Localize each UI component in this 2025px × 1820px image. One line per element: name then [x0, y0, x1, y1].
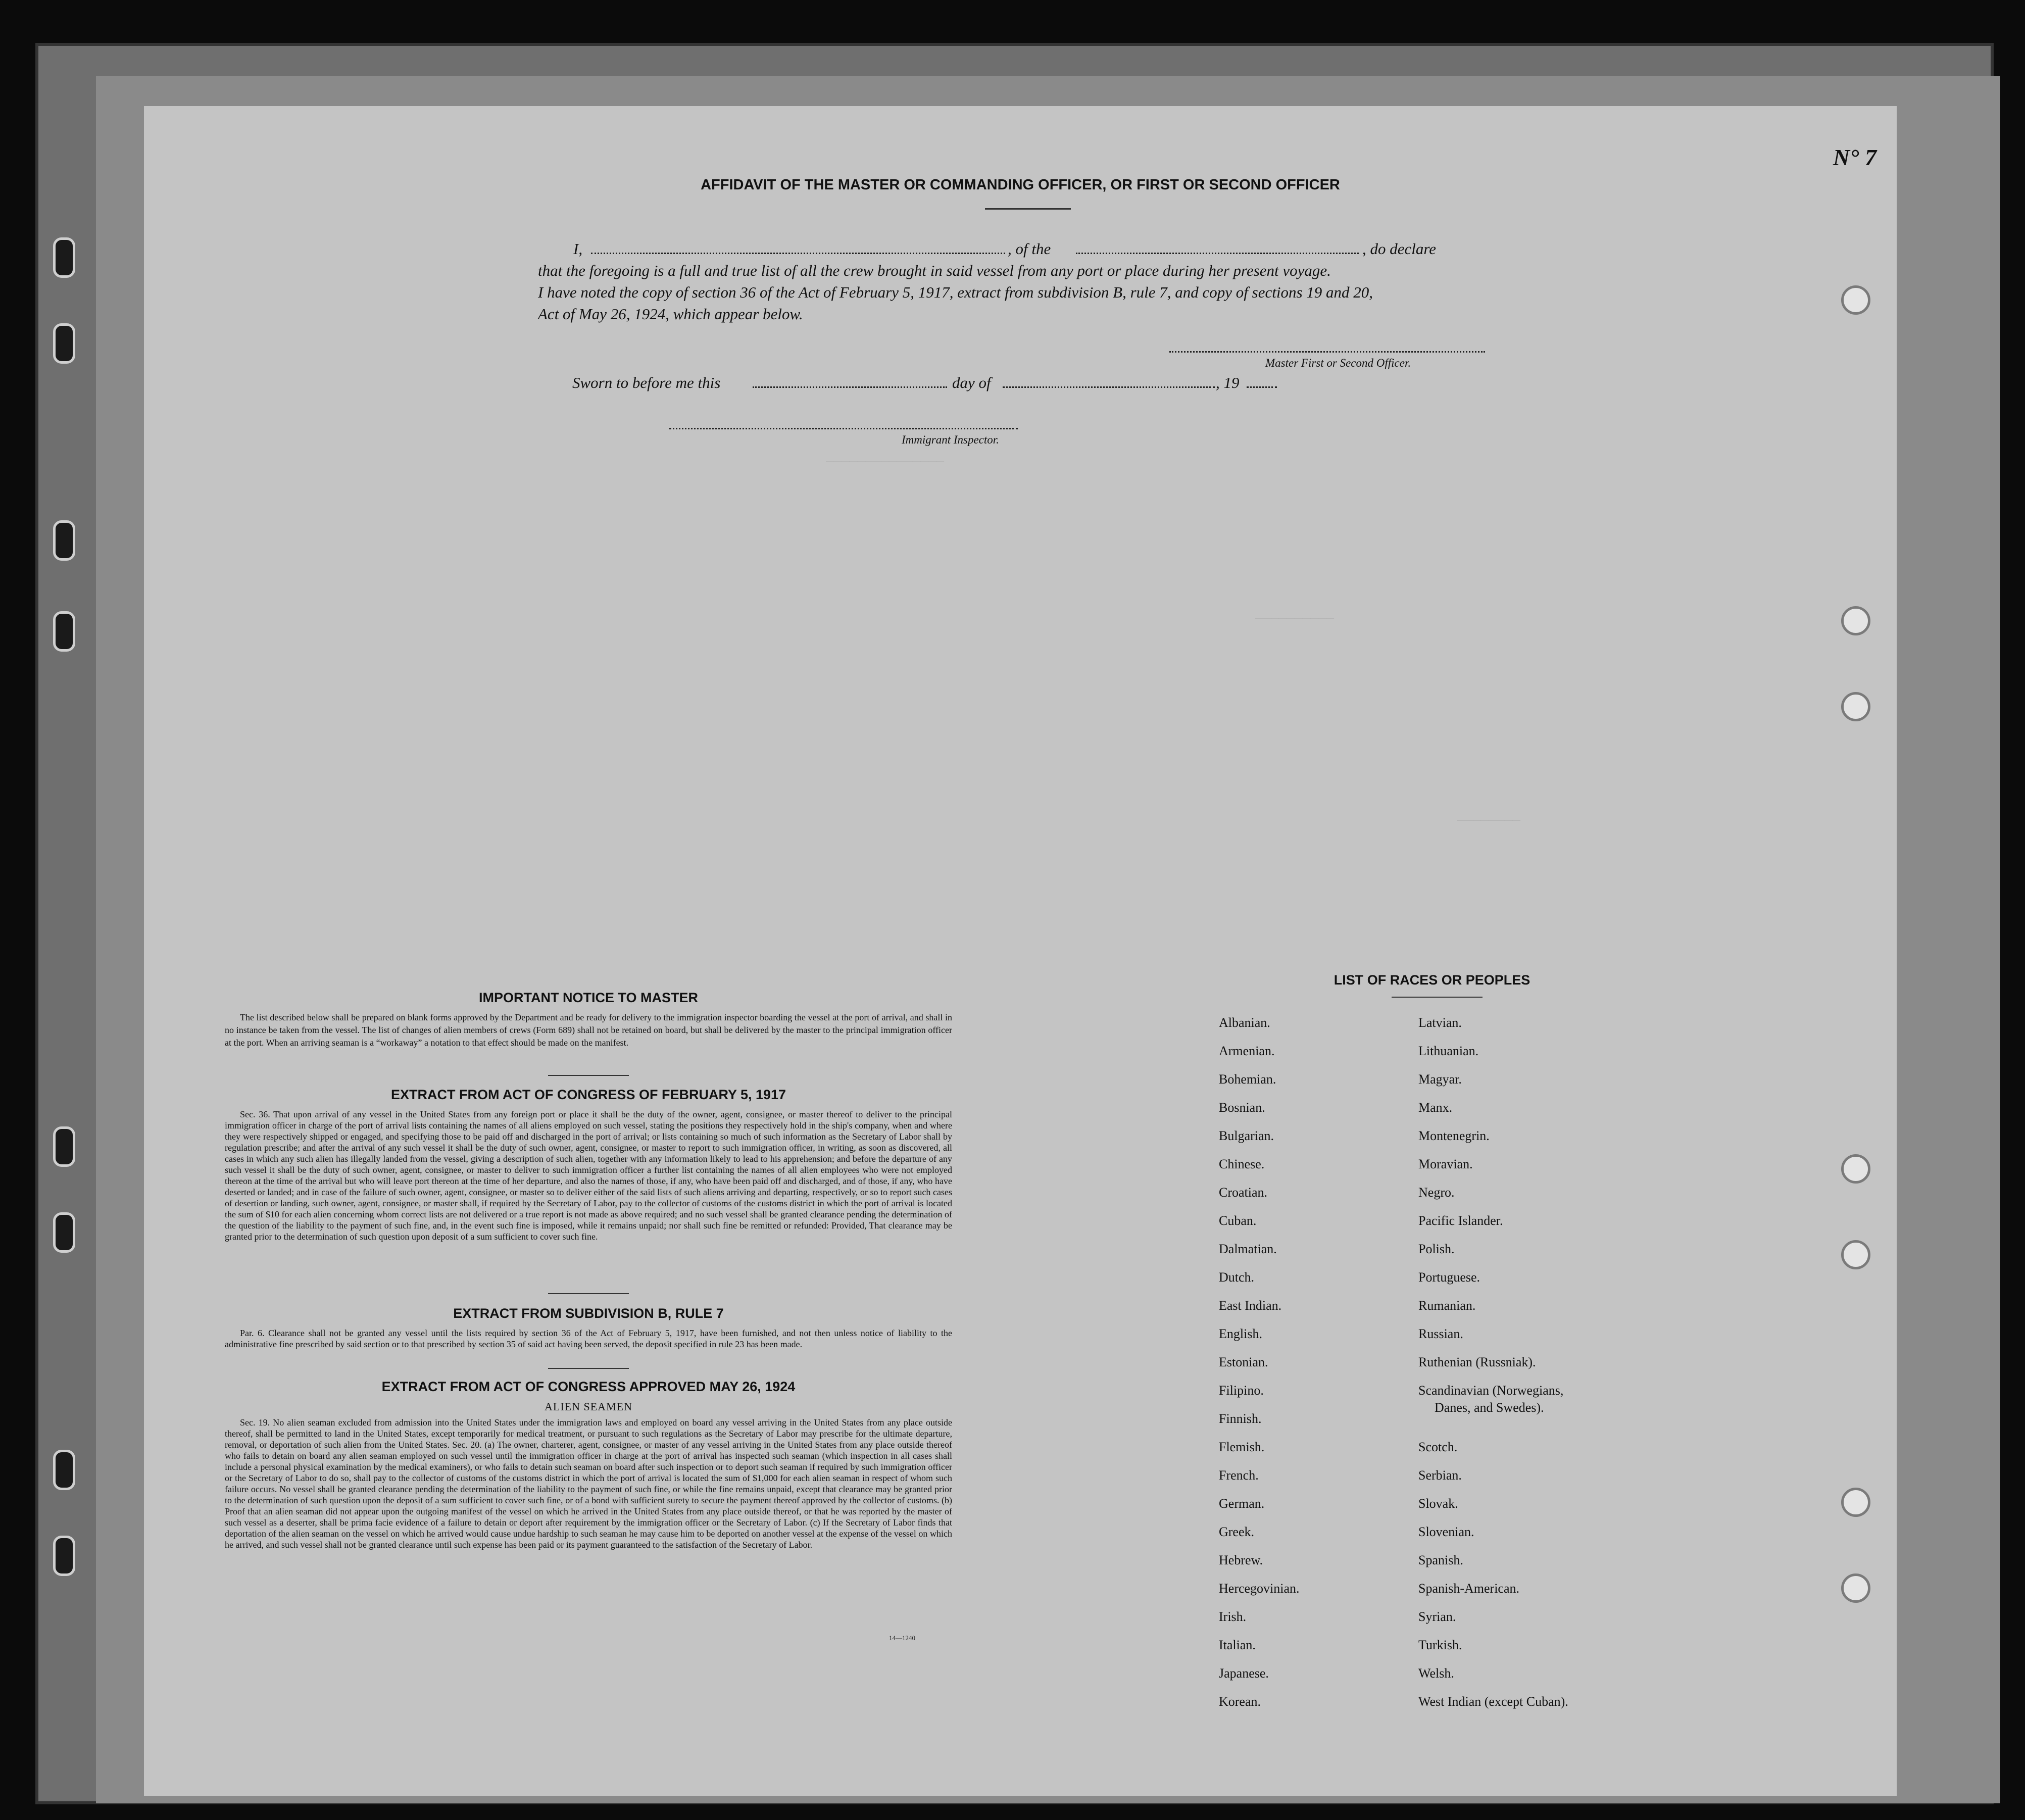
race-item: Magyar. — [1418, 1072, 1462, 1087]
race-item: Russian. — [1418, 1326, 1463, 1341]
race-item: Filipino. — [1219, 1383, 1264, 1398]
race-item: Cuban. — [1219, 1213, 1257, 1228]
race-item: West Indian (except Cuban). — [1418, 1694, 1568, 1709]
races-underline — [1392, 997, 1483, 998]
race-item: Irish. — [1219, 1609, 1247, 1624]
race-item: Dutch. — [1219, 1270, 1255, 1285]
inspector-signature-line[interactable] — [669, 428, 1018, 429]
sworn-text: Sworn to before me this — [572, 374, 721, 391]
name-blank[interactable] — [591, 253, 1005, 254]
race-item: Turkish. — [1418, 1638, 1462, 1652]
extract-1917-title: EXTRACT FROM ACT OF CONGRESS OF FEBRUARY 5, 1917 — [390, 1087, 786, 1102]
bleed-through-text: ──────── — [1457, 813, 1520, 828]
form-page — [144, 106, 1897, 1796]
bleed-through-text: ─────────────── — [826, 455, 945, 470]
affidavit-line-2: that the foregoing is a full and true list of all the crew brought in said vessel from any port or place during her present voyage. — [538, 262, 1331, 279]
affidavit-do-declare: , do declare — [1362, 240, 1437, 258]
sworn-year-blank[interactable] — [1247, 386, 1277, 388]
divider — [548, 1293, 629, 1294]
race-item: Greek. — [1219, 1524, 1255, 1539]
binder-hole — [53, 1450, 75, 1490]
race-item: Portuguese. — [1418, 1270, 1480, 1285]
affidavit-line-4: Act of May 26, 1924, which appear below. — [538, 305, 803, 323]
race-item: East Indian. — [1219, 1298, 1282, 1313]
punch-hole — [1841, 606, 1870, 635]
sworn-month-blank[interactable] — [1003, 386, 1215, 388]
race-item: Scotch. — [1418, 1440, 1458, 1454]
rule7-text: Par. 6. Clearance shall not be granted any vessel until the lists required by section 36 of the Act of February 5, 1917, have been furnished, and not then unless notice of liability to the administrative fine prescribed by said section or to that prescribed by section 35 of said act having been served, the deposit specified in rule 23 has been made. — [225, 1328, 952, 1349]
binder-hole — [53, 1536, 75, 1576]
race-item: Montenegrin. — [1418, 1128, 1490, 1143]
race-item: Syrian. — [1418, 1609, 1456, 1624]
race-item: Estonian. — [1219, 1355, 1268, 1369]
race-item: Japanese. — [1219, 1666, 1269, 1681]
race-item: Ruthenian (Russniak). — [1418, 1355, 1536, 1369]
races-title: LIST OF RACES OR PEOPLES — [1333, 972, 1530, 988]
race-item: Bulgarian. — [1219, 1128, 1274, 1143]
divider — [548, 1368, 629, 1369]
race-item: Dalmatian. — [1219, 1242, 1277, 1256]
affidavit-title: AFFIDAVIT OF THE MASTER OR COMMANDING OFFICER, OR FIRST OR SECOND OFFICER — [701, 177, 1340, 193]
race-item: Welsh. — [1418, 1666, 1454, 1681]
punch-hole — [1841, 1488, 1870, 1517]
sworn-day-blank[interactable] — [753, 386, 947, 388]
punch-hole — [1841, 692, 1870, 721]
race-item: Scandinavian (Norwegians, — [1418, 1383, 1564, 1398]
race-item: Slovenian. — [1418, 1524, 1474, 1539]
race-item: Finnish. — [1219, 1411, 1262, 1426]
sheet-number: N° 7 — [1833, 144, 1876, 170]
master-signature-line[interactable] — [1169, 351, 1485, 353]
race-item: Pacific Islander. — [1418, 1213, 1503, 1228]
race-item: Spanish-American. — [1418, 1581, 1520, 1596]
binder-hole — [53, 1126, 75, 1167]
act-1924-text: Sec. 19. No alien seaman excluded from admission into the United States under the immigration laws and employed on board any vessel arriving in the United States from any place outside thereof, shall be permitted to land in the United States, except temporarily for medical treatment, or pursuant to such regulations as the Secretary of Labor may prescribe for the ultimate departure, removal, or deportation of such alien from the United States. Sec. 20. (a) The owner, charterer, agent, consignee, or master of any vessel arriving in the United States from any place outside thereof who fails to detain on board any alien seaman employed on such vessel until the immigration officer in charge at the port of arrival has inspected such seaman (which inspection in all cases shall include a personal physical examination by the medical examiners), or who fails to detain such seaman on board after such inspection or to deport such seaman if required by such immigration officer or the Secretary of Labor to do so, shall pay to the collector of customs of the customs district in which the port of arrival is located the sum of $1,000 for each alien seaman in respect of whom such failure occurs. No vessel shall be granted clearance pending the determination of the liability to the payment of such fine, or while the fine remains unpaid, except that clearance may be granted prior to the determination of such question upon the deposit of a sum sufficient to cover such fine, or of a bond with sufficient surety to secure the payment thereof approved by the collector of customs. (b) Proof that an alien seaman did not appear upon the outgoing manifest of the vessel on which he arrived in the United States from any place outside thereof, or that he was reported by the master of such vessel as a deserter, shall be prima facie evidence of a failure to detain or deport after requirement by the immigration officer or the Secretary of Labor. (c) If the Secretary of Labor finds that deportation of the alien seaman on the vessel on which he arrived would cause undue hardship to such seaman he may cause him to be deported on another vessel at the expense of the vessel on which he arrived, and such vessel shall not be granted clearance until such expense has been paid or its payment guaranteed to the satisfaction of the Secretary of Labor. — [225, 1417, 952, 1550]
master-signature-label: Master First or Second Officer. — [1265, 357, 1411, 369]
race-item: Chinese. — [1219, 1157, 1265, 1171]
affidavit-of-the: , of the — [1008, 240, 1051, 258]
race-item: Negro. — [1418, 1185, 1455, 1200]
race-item: Albanian. — [1219, 1015, 1270, 1030]
race-item: Moravian. — [1418, 1157, 1473, 1171]
race-item: French. — [1219, 1468, 1259, 1483]
binder-hole — [53, 611, 75, 652]
race-item: German. — [1219, 1496, 1265, 1511]
rule7-title: EXTRACT FROM SUBDIVISION B, RULE 7 — [453, 1306, 724, 1321]
affidavit-line-3: I have noted the copy of section 36 of the Act of February 5, 1917, extract from subdivision B, rule 7, and copy of sections 19 and 20, — [538, 283, 1373, 301]
vessel-blank[interactable] — [1076, 253, 1359, 254]
divider — [548, 1075, 629, 1076]
race-item: Armenian. — [1219, 1044, 1275, 1058]
affidavit-i: I, — [573, 240, 583, 258]
race-item: Croatian. — [1219, 1185, 1268, 1200]
form-number: 14—1240 — [889, 1634, 915, 1642]
race-item: Danes, and Swedes). — [1435, 1400, 1544, 1415]
race-item: Lithuanian. — [1418, 1044, 1479, 1058]
inspector-signature-label: Immigrant Inspector. — [902, 433, 999, 446]
race-item: Flemish. — [1219, 1440, 1265, 1454]
race-item: English. — [1219, 1326, 1262, 1341]
race-item: Manx. — [1418, 1100, 1453, 1115]
race-item: Spanish. — [1418, 1553, 1463, 1567]
race-item: Italian. — [1219, 1638, 1256, 1652]
notice-title: IMPORTANT NOTICE TO MASTER — [479, 990, 698, 1005]
bleed-through-text: ────────── — [1255, 611, 1335, 626]
race-item: Korean. — [1219, 1694, 1261, 1709]
race-item: Bosnian. — [1219, 1100, 1265, 1115]
race-item: Hebrew. — [1219, 1553, 1263, 1567]
notice-text: The list described below shall be prepared on blank forms approved by the Department and be ready for delivery to the immigration inspector boarding the vessel at the port of arrival, and shall in no instance be taken from the vessel. The list of changes of alien members of crews (Form 689) shall not be retained on board, but shall be delivered by the master to the principal immigration officer at the port. When an arriving seaman is a “workaway” a notation to that effect should be made on the manifest. — [225, 1012, 952, 1048]
year-prefix: , 19 — [1216, 374, 1240, 391]
binder-hole — [53, 520, 75, 561]
race-item: Hercegovinian. — [1219, 1581, 1300, 1596]
punch-hole — [1841, 1240, 1870, 1269]
punch-hole — [1841, 1154, 1870, 1184]
act-1924-title: EXTRACT FROM ACT OF CONGRESS APPROVED MAY 26, 1924 — [381, 1379, 796, 1394]
race-item: Bohemian. — [1219, 1072, 1276, 1087]
binder-hole — [53, 1212, 75, 1253]
race-item: Polish. — [1418, 1242, 1455, 1256]
day-of-text: day of — [952, 374, 991, 391]
race-item: Slovak. — [1418, 1496, 1458, 1511]
race-item: Latvian. — [1418, 1015, 1462, 1030]
race-item: Serbian. — [1418, 1468, 1462, 1483]
punch-hole — [1841, 1573, 1870, 1603]
race-item: Rumanian. — [1418, 1298, 1476, 1313]
punch-hole — [1841, 285, 1870, 315]
extract-1917-text: Sec. 36. That upon arrival of any vessel in the United States from any foreign port or place it shall be the duty of the owner, agent, consignee, or master thereof to deliver to the principal immigration officer in charge of the port of arrival lists containing the names of all aliens employed on such vessel, stating the positions they respectively hold in the ship's company, when and where they were respectively shipped or engaged, and specifying those to be paid off and discharged in the port of arrival; or lists containing so much of such information as the Secretary of Labor shall by regulation prescribe; and after the arrival of any such vessel it shall be the duty of such owner, agent, consignee, or master to report to such immigration officer, in writing, as soon as discovered, all cases in which any such alien has illegally landed from the vessel, giving a description of such alien, together with any information likely to lead to his apprehension; and before the departure of any such vessel it shall be the duty of such owner, agent, consignee, or master to deliver to such immigration officer a further list containing the names of all alien employees who were not employed thereon at the time of the arrival but who will leave port thereon at the time of her departure, and also the names of those, if any, who have been paid off and discharged, and of those, if any, who have deserted or landed; and in case of the failure of such owner, agent, consignee, or master so to deliver either of the said lists of such aliens arriving and departing, respectively, or so to report such cases of desertion or landing, such owner, agent, consignee, or master shall, if required by the Secretary of Labor, pay to the collector of customs of the customs district in which the port of arrival is located the sum of $10 for each alien concerning whom correct lists are not delivered or a true report is not made as above required; and no such vessel shall be granted clearance pending the determination of the question of the liability to the payment of such fine, and, in the event such fine is imposed, while it remains unpaid; nor shall such fine be remitted or refunded: Provided, That clearance may be granted prior to the determination of such question upon deposit of a sum sufficient to cover such fine. — [225, 1109, 952, 1242]
alien-seamen-subtitle: ALIEN SEAMEN — [545, 1400, 632, 1413]
binder-hole — [53, 237, 75, 278]
title-underline — [985, 208, 1071, 210]
binder-hole — [53, 323, 75, 364]
